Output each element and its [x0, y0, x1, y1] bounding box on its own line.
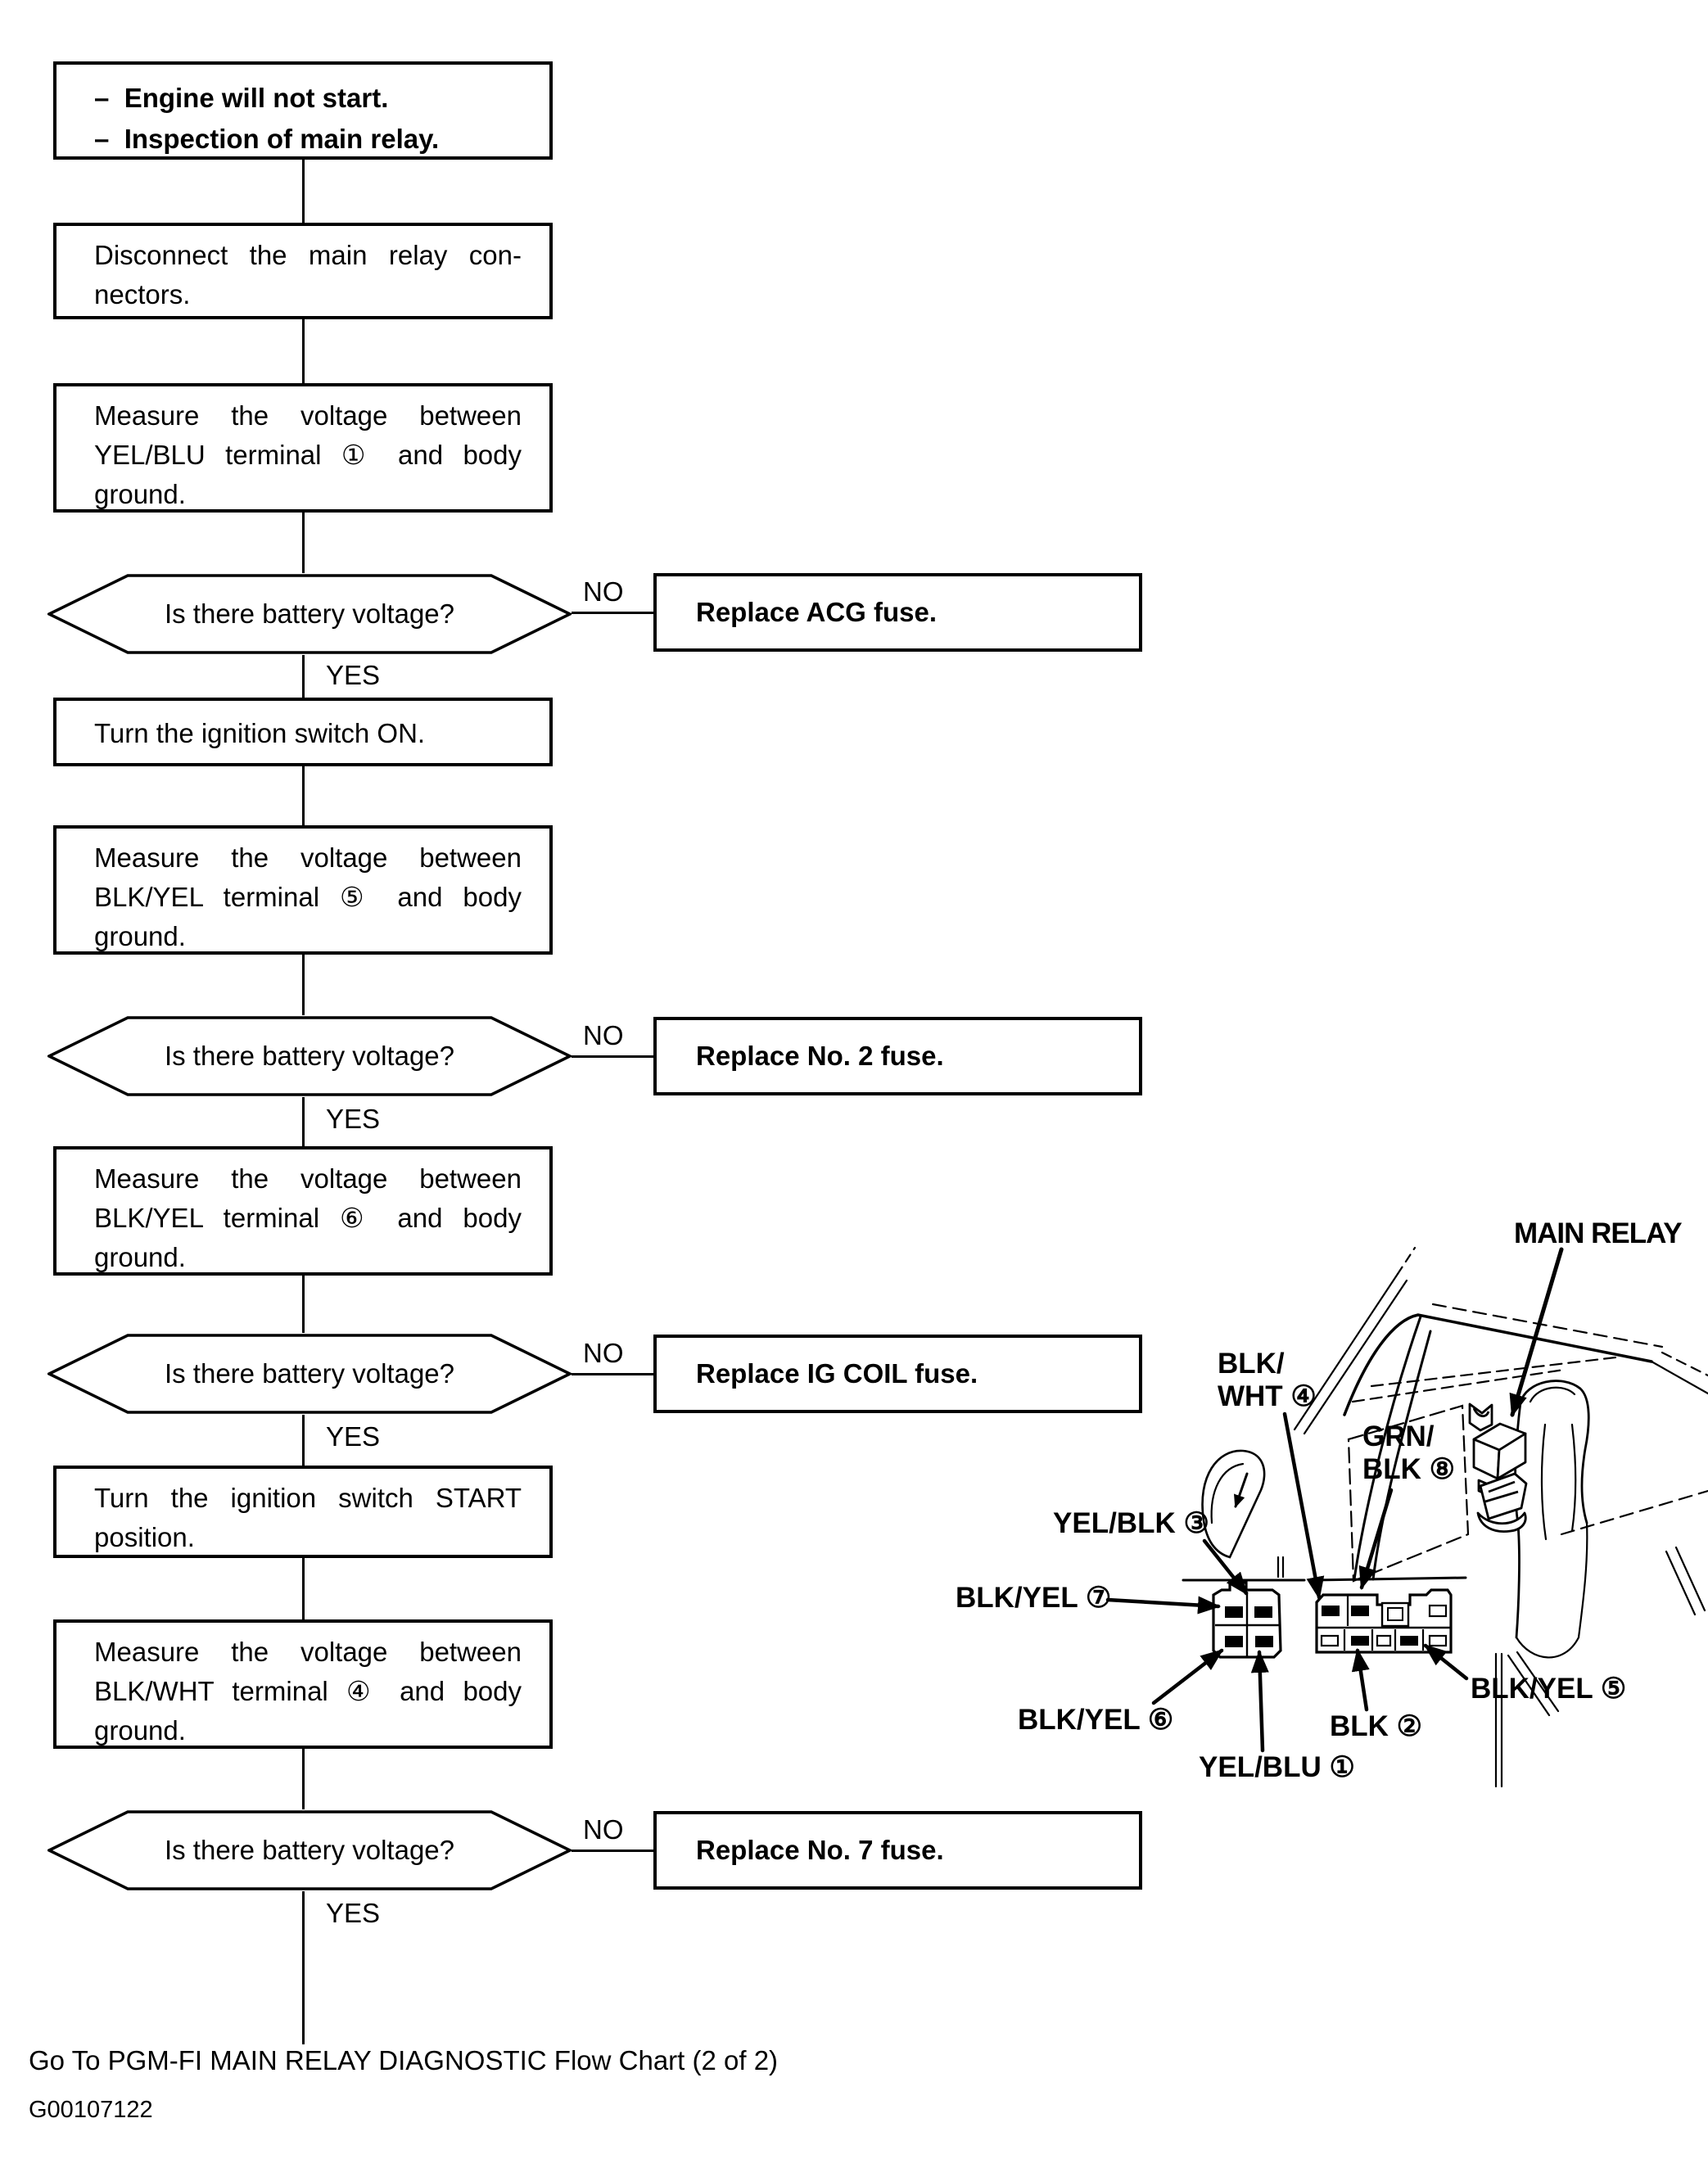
text-line: – Inspection of main relay.	[94, 124, 440, 154]
text-line: YEL/BLU terminal ① and body	[94, 440, 522, 470]
text-line: Measure the voltage between	[94, 1163, 522, 1194]
text-line: BLK/YEL terminal ⑤ and body	[94, 882, 522, 912]
decision-question: Is there battery voltage?	[164, 1835, 455, 1865]
terminal-label-blk-yel-7	[956, 1582, 1111, 1615]
text-line: ground.	[94, 479, 186, 509]
text-line: nectors.	[94, 279, 191, 309]
step-measure-blk-wht-4	[53, 1619, 553, 1749]
yes-label: YES	[326, 660, 381, 690]
no-label: NO	[583, 1814, 624, 1845]
text-line: Disconnect the main relay con-	[94, 240, 522, 270]
main-relay-arrow	[1512, 1249, 1561, 1415]
pin-7	[1225, 1606, 1243, 1618]
no-branch-line	[572, 1850, 653, 1852]
action-replace-no2-fuse: Replace No. 2 fuse.	[653, 1017, 1142, 1095]
flow-line	[302, 766, 305, 825]
decision-battery-voltage-2	[47, 1015, 572, 1097]
terminal-4-arrow	[1285, 1414, 1319, 1597]
terminal-7-arrow	[1108, 1600, 1218, 1606]
pin-5	[1400, 1636, 1418, 1646]
text-line: BLK ⑧	[1362, 1453, 1456, 1485]
flow-line	[302, 1415, 305, 1466]
terminal-label-blk-yel-5	[1471, 1673, 1626, 1705]
flow-line	[302, 319, 305, 383]
start-box	[53, 61, 553, 160]
flow-line	[302, 1558, 305, 1619]
terminal-label-blk-yel-6	[1018, 1704, 1173, 1737]
pin-3	[1254, 1606, 1272, 1618]
flow-line	[302, 160, 305, 223]
decision-battery-voltage-4	[47, 1809, 572, 1891]
decision-question: Is there battery voltage?	[164, 1041, 455, 1071]
step-ignition-start	[53, 1466, 553, 1558]
terminal-8-arrow	[1362, 1490, 1391, 1588]
no-branch-line	[572, 1373, 653, 1375]
no-branch-line	[572, 612, 653, 614]
flow-line	[302, 955, 305, 1015]
flow-line	[302, 513, 305, 573]
text-line: BLK/YEL ⑤	[1471, 1673, 1627, 1705]
pin-4	[1322, 1606, 1340, 1616]
yes-label: YES	[326, 1104, 381, 1134]
text-line: BLK/WHT terminal ④ and body	[94, 1676, 522, 1706]
terminal-label-yel-blk-3	[1053, 1507, 1209, 1540]
no-label: NO	[583, 576, 624, 607]
flow-line	[302, 1891, 305, 2044]
decision-battery-voltage-3	[47, 1333, 572, 1415]
text-line: Measure the voltage between	[94, 400, 522, 431]
flow-line	[302, 1749, 305, 1809]
decision-battery-voltage-1	[47, 573, 572, 655]
no-branch-line	[572, 1055, 653, 1058]
main-relay-label: MAIN RELAY	[1514, 1217, 1682, 1249]
text-line: Measure the voltage between	[94, 842, 522, 873]
terminal-6-arrow	[1154, 1651, 1222, 1703]
step-ignition-on	[53, 698, 553, 766]
terminal-label-grn-blk-8	[1362, 1420, 1455, 1486]
no-label: NO	[583, 1020, 624, 1050]
text-line: BLK/YEL terminal ⑥ and body	[94, 1203, 522, 1233]
step-measure-blk-yel-5	[53, 825, 553, 955]
step-disconnect-connectors	[53, 223, 553, 319]
terminal-1-arrow	[1259, 1652, 1263, 1750]
text-line: GRN/	[1362, 1420, 1435, 1452]
yes-label: YES	[326, 1898, 381, 1928]
text-line: Turn the ignition switch ON.	[94, 718, 426, 748]
text-line: Measure the voltage between	[94, 1637, 522, 1667]
text-line: – Engine will not start.	[94, 83, 389, 113]
flow-line	[302, 1097, 305, 1146]
text-line: position.	[94, 1522, 195, 1552]
text-line: YEL/BLU ①	[1199, 1751, 1355, 1783]
yes-label: YES	[326, 1421, 381, 1452]
text-line: BLK/YEL ⑥	[1018, 1704, 1174, 1736]
terminal-label-blk-wht-4	[1218, 1348, 1317, 1413]
text-line: ground.	[94, 921, 186, 951]
text-line: WHT ④	[1218, 1380, 1317, 1412]
pin-6	[1225, 1636, 1243, 1647]
decision-question: Is there battery voltage?	[164, 1358, 455, 1389]
pin-1	[1255, 1636, 1273, 1647]
terminal-2-arrow	[1358, 1651, 1367, 1710]
pin-8	[1351, 1606, 1369, 1616]
action-replace-acg-fuse: Replace ACG fuse.	[653, 573, 1142, 652]
flow-line	[302, 1276, 305, 1333]
text-line: Turn the ignition switch START	[94, 1483, 522, 1513]
terminal-label-blk-2	[1330, 1710, 1422, 1743]
next-chart-reference: Go To PGM-FI MAIN RELAY DIAGNOSTIC Flow Chart (2 of 2)	[29, 2045, 779, 2075]
text-line: BLK ②	[1330, 1710, 1423, 1742]
terminal-label-yel-blu-1	[1199, 1751, 1355, 1784]
no-label: NO	[583, 1338, 624, 1368]
decision-question: Is there battery voltage?	[164, 598, 455, 629]
figure-id: G00107122	[29, 2097, 153, 2123]
pin-2	[1351, 1636, 1369, 1646]
text-line: YEL/BLK ③	[1053, 1507, 1209, 1539]
right-connector-drawing	[1317, 1590, 1451, 1652]
step-measure-yel-blu-1	[53, 383, 553, 513]
text-line: ground.	[94, 1242, 186, 1272]
step-measure-blk-yel-6	[53, 1146, 553, 1276]
terminal-3-arrow	[1204, 1541, 1246, 1593]
action-replace-ig-coil-fuse: Replace IG COIL fuse.	[653, 1335, 1142, 1413]
text-line: BLK/	[1218, 1348, 1285, 1380]
flow-line	[302, 655, 305, 698]
text-line: ground.	[94, 1715, 186, 1746]
text-line: BLK/YEL ⑦	[956, 1582, 1112, 1614]
action-replace-no7-fuse: Replace No. 7 fuse.	[653, 1811, 1142, 1890]
